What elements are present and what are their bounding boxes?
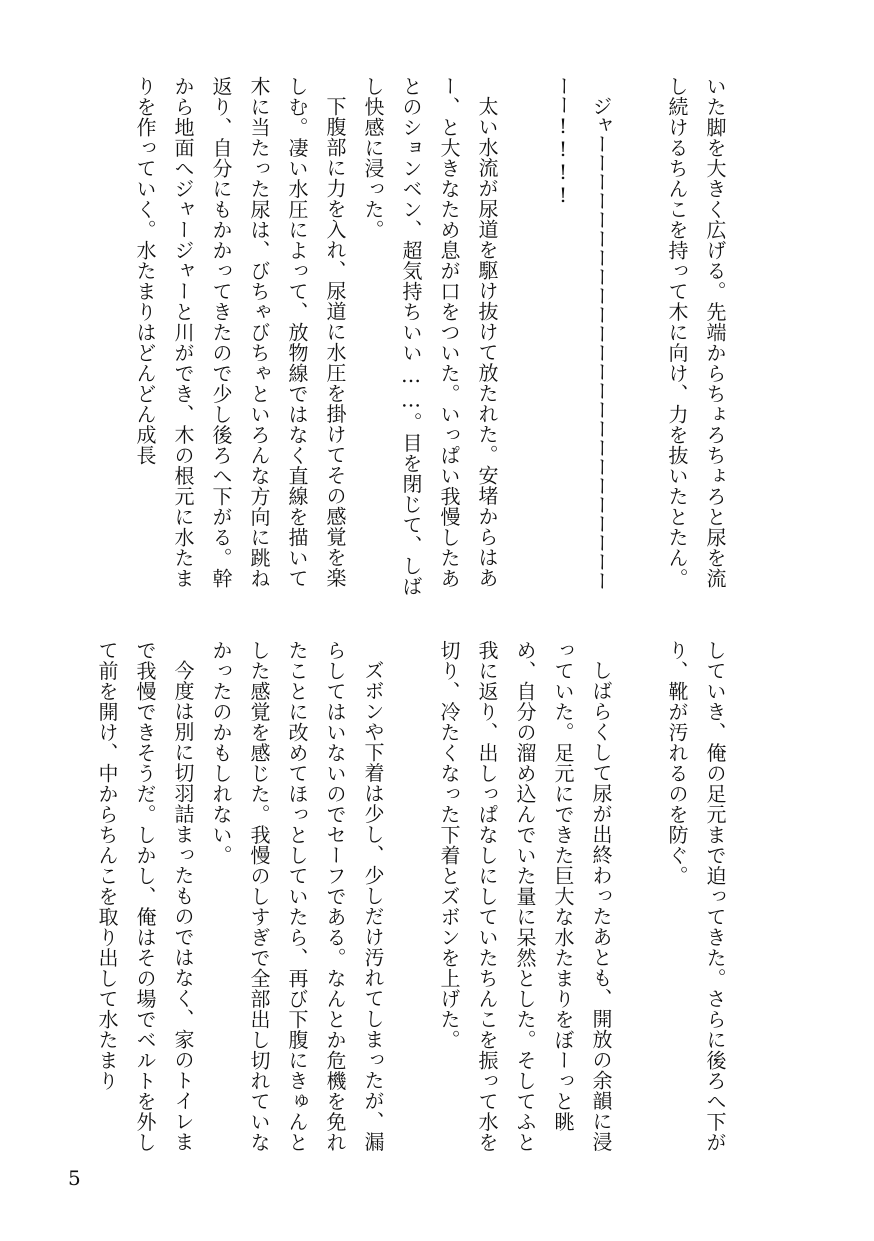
page-number: 5	[68, 1166, 81, 1190]
paragraph: 下腹部に力を入れ、尿道に水圧を掛けてその感覚を楽しむ。凄い水圧によって、放物線ではなく直線を描いて木に当たった尿は、びちゃびちゃといろんな方向に跳ね返り、自分にもかかってきたので少し後ろへ下がる。幹から地面へジャージャーと川ができ、木の根元に水たまりを作っていく。水たまりはどんどん成長	[133, 76, 347, 589]
paragraph: いた脚を大きく広げる。先端からちょろちょろと尿を流し続けるちんこを持って木に向け、力を抜いたとたん。	[665, 76, 727, 589]
paragraph	[620, 76, 658, 604]
paragraph: 今度は別に切羽詰まったものではなく、家のトイレまで我慢できそうだ。しかし、俺はその場でベルトを外して前を開け、中からちんこを取り出して水たまり	[95, 640, 195, 1153]
sound-effect-line: ジャーーーーーーーーーーーーーーーーーーーーーーーーーー!!!!	[551, 76, 613, 590]
paragraph	[620, 640, 658, 1168]
paragraph: しばらくして尿が出終わったあとも、開放の余韻に浸っていた。足元にできた巨大な水たまりをぼーっと眺め、自分の溜め込んでいた量に呆然とした。そしてふと我に返り、出しっぱなしにしていたちんこを振って水を切り、冷たくなった下着とズボンを上げた。	[437, 640, 613, 1153]
paragraph: していき、俺の足元まで迫ってきた。さらに後ろへ下がり、靴が汚れるのを防ぐ。	[665, 640, 727, 1153]
paragraph: 太い水流が尿道を駆け抜けて放たれた。安堵からはあー、と大きなため息が口をついた。いっぱい我慢したあとのションベン、超気持ちいい……。目を閉じて、しばし快感に浸った。	[361, 76, 499, 597]
paragraph	[506, 76, 544, 604]
text-column-top	[114, 76, 734, 604]
text-column-bottom	[95, 640, 734, 1168]
paragraph	[392, 640, 430, 1168]
paragraph: ズボンや下着は少し、少しだけ汚れてしまったが、漏らしてはいないのでセーフである。なんとか危機を免れたことに改めてほっとしていたら、再び下腹にきゅんとした感覚を感じた。我慢のしすぎで全部出し切れていなかったのかもしれない。	[209, 640, 385, 1153]
